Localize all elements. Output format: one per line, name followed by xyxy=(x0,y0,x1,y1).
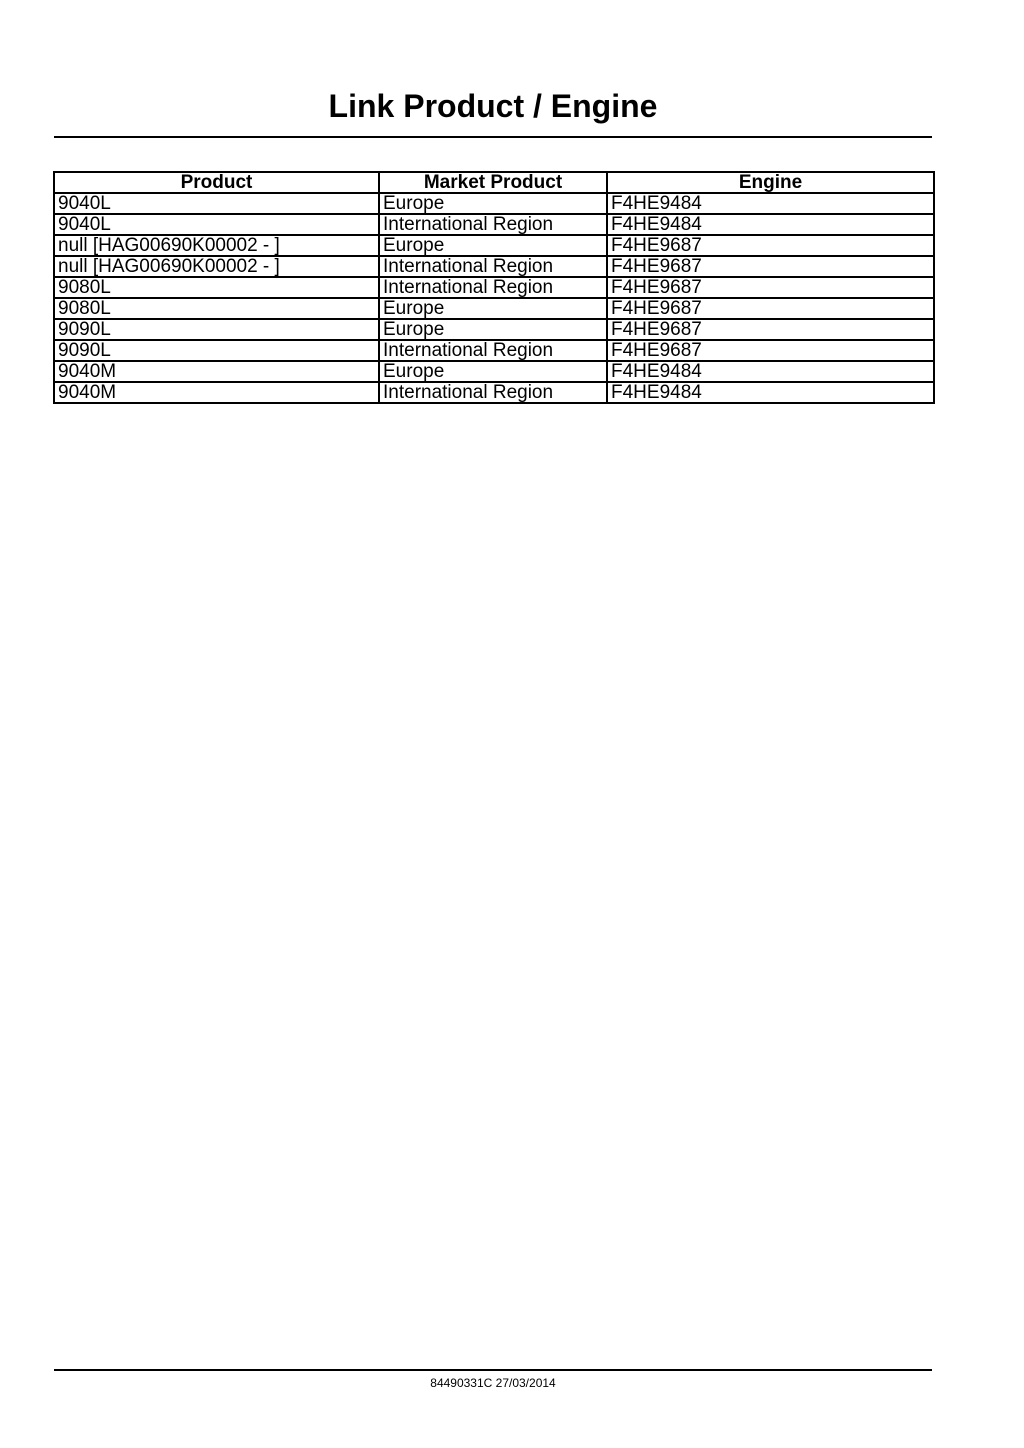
table-row xyxy=(54,256,934,277)
cell-market-product: Europe xyxy=(379,361,607,382)
cell-product: 9040L xyxy=(54,214,379,235)
title-divider xyxy=(54,136,932,138)
table-row xyxy=(54,361,934,382)
cell-product: 9080L xyxy=(54,277,379,298)
cell-market-product: Europe xyxy=(379,298,607,319)
column-header-engine: Engine xyxy=(607,172,934,193)
cell-product: 9090L xyxy=(54,340,379,361)
table-row xyxy=(54,277,934,298)
cell-market-product: International Region xyxy=(379,382,607,403)
column-header-product: Product xyxy=(54,172,379,193)
cell-market-product: Europe xyxy=(379,319,607,340)
cell-market-product: International Region xyxy=(379,340,607,361)
cell-engine: F4HE9484 xyxy=(607,382,934,403)
cell-engine: F4HE9484 xyxy=(607,361,934,382)
cell-product: 9040L xyxy=(54,193,379,214)
cell-engine: F4HE9484 xyxy=(607,193,934,214)
cell-product: 9040M xyxy=(54,382,379,403)
cell-market-product: International Region xyxy=(379,214,607,235)
cell-product: 9080L xyxy=(54,298,379,319)
cell-product: 9040M xyxy=(54,361,379,382)
table-row xyxy=(54,193,934,214)
table-row xyxy=(54,382,934,403)
footer-document-reference: 84490331C 27/03/2014 xyxy=(430,1376,556,1390)
cell-engine: F4HE9687 xyxy=(607,340,934,361)
table-row xyxy=(54,319,934,340)
page-title: Link Product / Engine xyxy=(328,88,658,124)
cell-engine: F4HE9687 xyxy=(607,298,934,319)
table-row xyxy=(54,298,934,319)
cell-market-product: Europe xyxy=(379,235,607,256)
table-row xyxy=(54,235,934,256)
table-row xyxy=(54,214,934,235)
cell-engine: F4HE9687 xyxy=(607,277,934,298)
cell-market-product: Europe xyxy=(379,193,607,214)
cell-engine: F4HE9484 xyxy=(607,214,934,235)
cell-product: null [HAG00690K00002 - ] xyxy=(54,256,379,277)
cell-product: null [HAG00690K00002 - ] xyxy=(54,235,379,256)
table-header-row xyxy=(54,172,934,193)
cell-engine: F4HE9687 xyxy=(607,319,934,340)
footer-divider xyxy=(54,1369,932,1371)
cell-product: 9090L xyxy=(54,319,379,340)
table-row xyxy=(54,340,934,361)
link-product-engine-table xyxy=(53,171,935,404)
cell-engine: F4HE9687 xyxy=(607,256,934,277)
cell-market-product: International Region xyxy=(379,277,607,298)
cell-engine: F4HE9687 xyxy=(607,235,934,256)
cell-market-product: International Region xyxy=(379,256,607,277)
column-header-market-product: Market Product xyxy=(379,172,607,193)
